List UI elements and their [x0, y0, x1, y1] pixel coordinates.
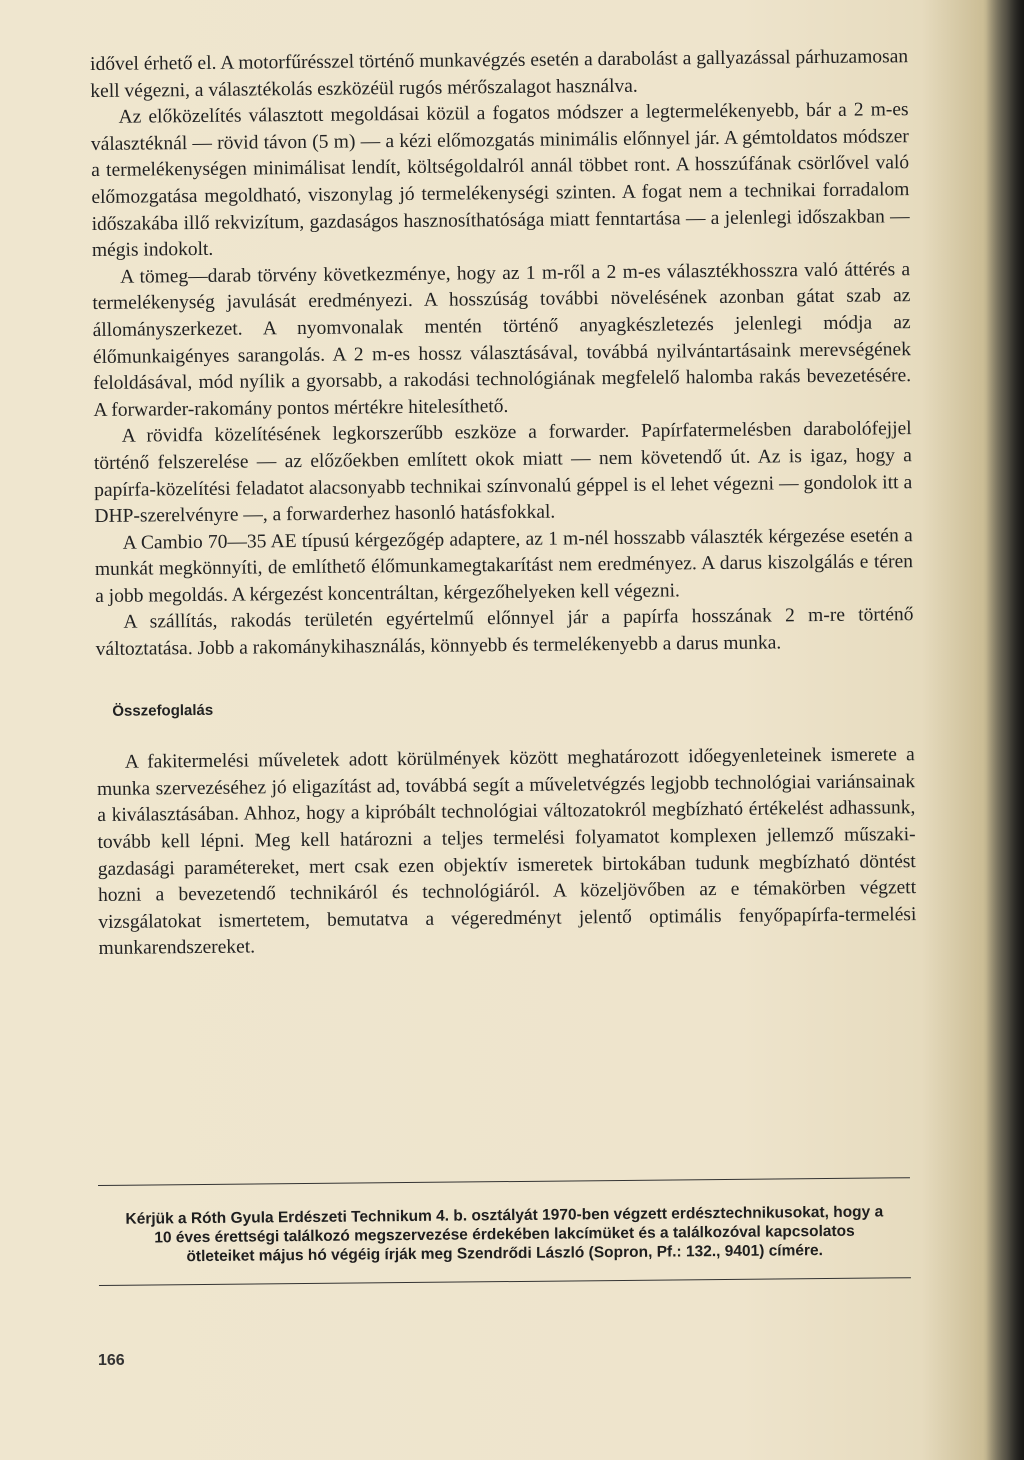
paragraph-transport: A szállítás, rakodás területén egyértelmű előnnyel jár a papírfa hosszának 2 m-re történő változtatása. Jobb a rakománykihasználás, könnyebb és termelékenyebb a darus munka. [95, 604, 914, 661]
section-heading-summary: Összefoglalás [112, 701, 214, 720]
paragraph-debarking: A Cambio 70—35 AE típusú kérgezőgép adaptere, az 1 m-nél hosszabb választék kérgezése esetén a munkát megkönnyíti, de említhető élőmunkamegtakarítást nem eredményez. A darus kiszolgálás e téren a jobb megoldás. A kérgezést koncentráltan, kérgezőhelyeken kell végezni. [94, 524, 914, 607]
paragraph-shortwood-forwarder: A rövidfa közelítésének legkorszerűbb eszköze a forwarder. Papírfatermelésben darabolófejjel történő felszerelése — az előzőekben említett okok miatt — nem követendő út. Az is igaz, hogy a papírfa-közelítési feladatot alacsonyabb technikai színvonalú géppel is el lehet végezni — gondolok itt a DHP-szerelvényre —, a forwarderhez hasonló hatásfokkal. [93, 418, 913, 528]
book-spine-shadow [986, 0, 1024, 1460]
paragraph-mass-piece-law: A tömeg—darab törvény következménye, hogy az 1 m-ről a 2 m-es választékhosszra való áttérés a termelékenység javulását eredményezi. A hosszúság további növelésének azonban gátat szab az állományszerkezet. A nyomvonalak mentén történő anyagkészletezés jelenlegi módja az élőmunkaigényes sarangolás. A 2 m-es hossz választásával, továbbá nyilvántartásaink merevségének feloldásával, mód nyílik a gyorsabb, a rakodási technológiának megfelelő halomba rakás bevezetésére. A forwarder-rakomány pontos mértékre hitelesíthető. [92, 258, 912, 421]
paragraph-preliminary-skidding: Az előközelítés választott megoldásai közül a fogatos módszer a legtermelékenyebb, bár a 2 m-es választéknál — rövid távon (5 m) — a kézi előmozgatás minimális előnnyel jár. A gémtoldatos módszer a termelékenységen minimálisat lendít, költségoldalról annál többet ront. A hosszúfának csörlővel való előmozgatása megoldható, viszonylag jó termelékenységi szinten. A fogat nem a technikai forradalom időszakába illő rekvizítum, gazdaságos hasznosíthatósága miatt fenntartása — a jelenlegi időszakban — mégis indokolt. [90, 99, 910, 262]
page-number: 166 [98, 1352, 125, 1369]
paragraph-continuation: idővel érhető el. A motorfűrésszel történő munkavégzés esetén a darabolást a gallyazással párhuzamosan kell végezni, a választékolás eszközéül rugós mérőszalagot használva. [90, 46, 909, 102]
article-text [90, 44, 917, 963]
paragraph-summary: A fakitermelési műveletek adott körülmények között meghatározott időegyenleteinek ismerete a munka szervezéséhez jó eligazítást ad, továbbá segít a műveletvégzés legjobb technológiai variánsainak a kiválasztásában. Ahhoz, hogy a kipróbált technológiai változatokról megbízható értékelést adhassunk, tovább kell lépni. Meg kell határozni a teljes termelési folyamatot komplexen jellemző műszaki-gazdasági paramétereket, mert csak ezen objektív ismeretek birtokában tudunk megbízható döntést hozni a bevezetendő technikáról és technológiáról. A közeljövőben az e témakörben végzett vizsgálatokat ismertetem, bemutatva a végeredményt jelentő optimális fenyőpapírfa-termelési munkarendszereket. [96, 744, 917, 960]
reunion-notice-text: Kérjük a Róth Gyula Erdészeti Technikum 4. b. osztályát 1970-ben végzett erdésztechnikusokat, hogy a 10 éves érettségi találkozó megszervezése érdekében lakcímüket és a találkozóval kapcsolatos ötleteiket május hó végéig írják meg Szendrődi László (Sopron, Pf.: 132., 9401) címére. [125, 1203, 884, 1266]
reunion-notice-box [98, 1177, 911, 1286]
